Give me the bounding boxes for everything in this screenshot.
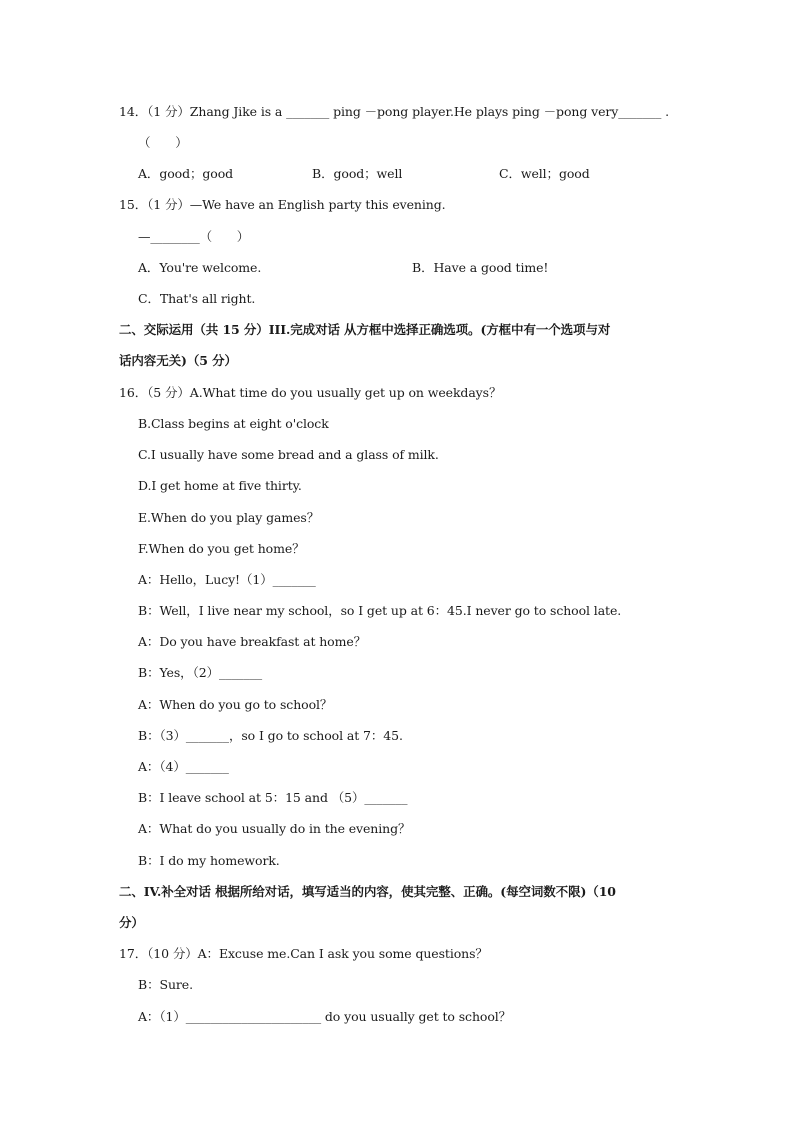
section-3-heading: 二、交际运用（共 15 分）III.完成对话 从方框中选择正确选项。(方框中有一个选项与对 [119,322,611,337]
q16-dialogue-line: A：Hello，Lucy!（1）_______ [138,572,316,587]
q16-dialogue-line: B：（3）_______，so I go to school at 7：45. [138,728,403,743]
q16-dialogue-line: B：Yes，（2）_______ [138,665,263,680]
q14-stem: 14．（1 分）Zhang Jike is a _______ ping －pong player.He plays ping －pong very_______ . [119,104,669,119]
q14-option-c: C．well；good [499,166,590,181]
q16-dialogue-line: B：I leave school at 5：15 and （5）_______ [138,790,408,805]
q16-option-f: F.When do you get home？ [138,541,305,556]
section-4-heading: 二、IV.补全对话 根据所给对话，填写适当的内容，使其完整、正确。(每空词数不限)（10 [119,884,616,899]
q15-stem: 15．（1 分）—We have an English party this evening. [119,197,446,212]
q16-option-c: C.I usually have some bread and a glass of milk. [138,447,439,462]
q15-option-a: A．You're welcome. [138,260,262,275]
q16-dialogue-line: A：When do you go to school？ [138,697,333,712]
q15-answer-blank: —________（ ） [138,229,250,244]
q16-dialogue-line: A：Do you have breakfast at home？ [138,634,367,649]
q15-option-b: B．Have a good time! [412,260,549,275]
q16-dialogue-line: A：（4）_______ [138,759,229,774]
q16-stem: 16．（5 分）A.What time do you usually get up on weekdays？ [119,385,502,400]
q17-dialogue-line: A：（1）______________________ do you usually get to school？ [138,1009,512,1024]
section-3-heading-cont: 话内容无关)（5 分） [119,353,237,368]
q16-dialogue-line: A：What do you usually do in the evening？ [138,821,411,836]
q14-option-b: B．good；well [312,166,403,181]
section-4-heading-cont: 分） [119,915,144,930]
q16-option-b: B.Class begins at eight o'clock [138,416,329,431]
q16-option-e: E.When do you play games？ [138,510,320,525]
q14-answer-paren: （ ） [138,135,188,150]
q14-option-a: A．good；good [138,166,234,181]
q16-dialogue-line: B：I do my homework. [138,853,280,868]
q15-option-c: C．That's all right. [138,291,256,306]
q16-dialogue-line: B：Well，I live near my school，so I get up at 6：45.I never go to school late. [138,603,622,618]
q17-dialogue-line: B：Sure. [138,977,193,992]
q17-stem: 17．（10 分）A：Excuse me.Can I ask you some questions？ [119,946,488,961]
q16-option-d: D.I get home at five thirty. [138,478,302,493]
